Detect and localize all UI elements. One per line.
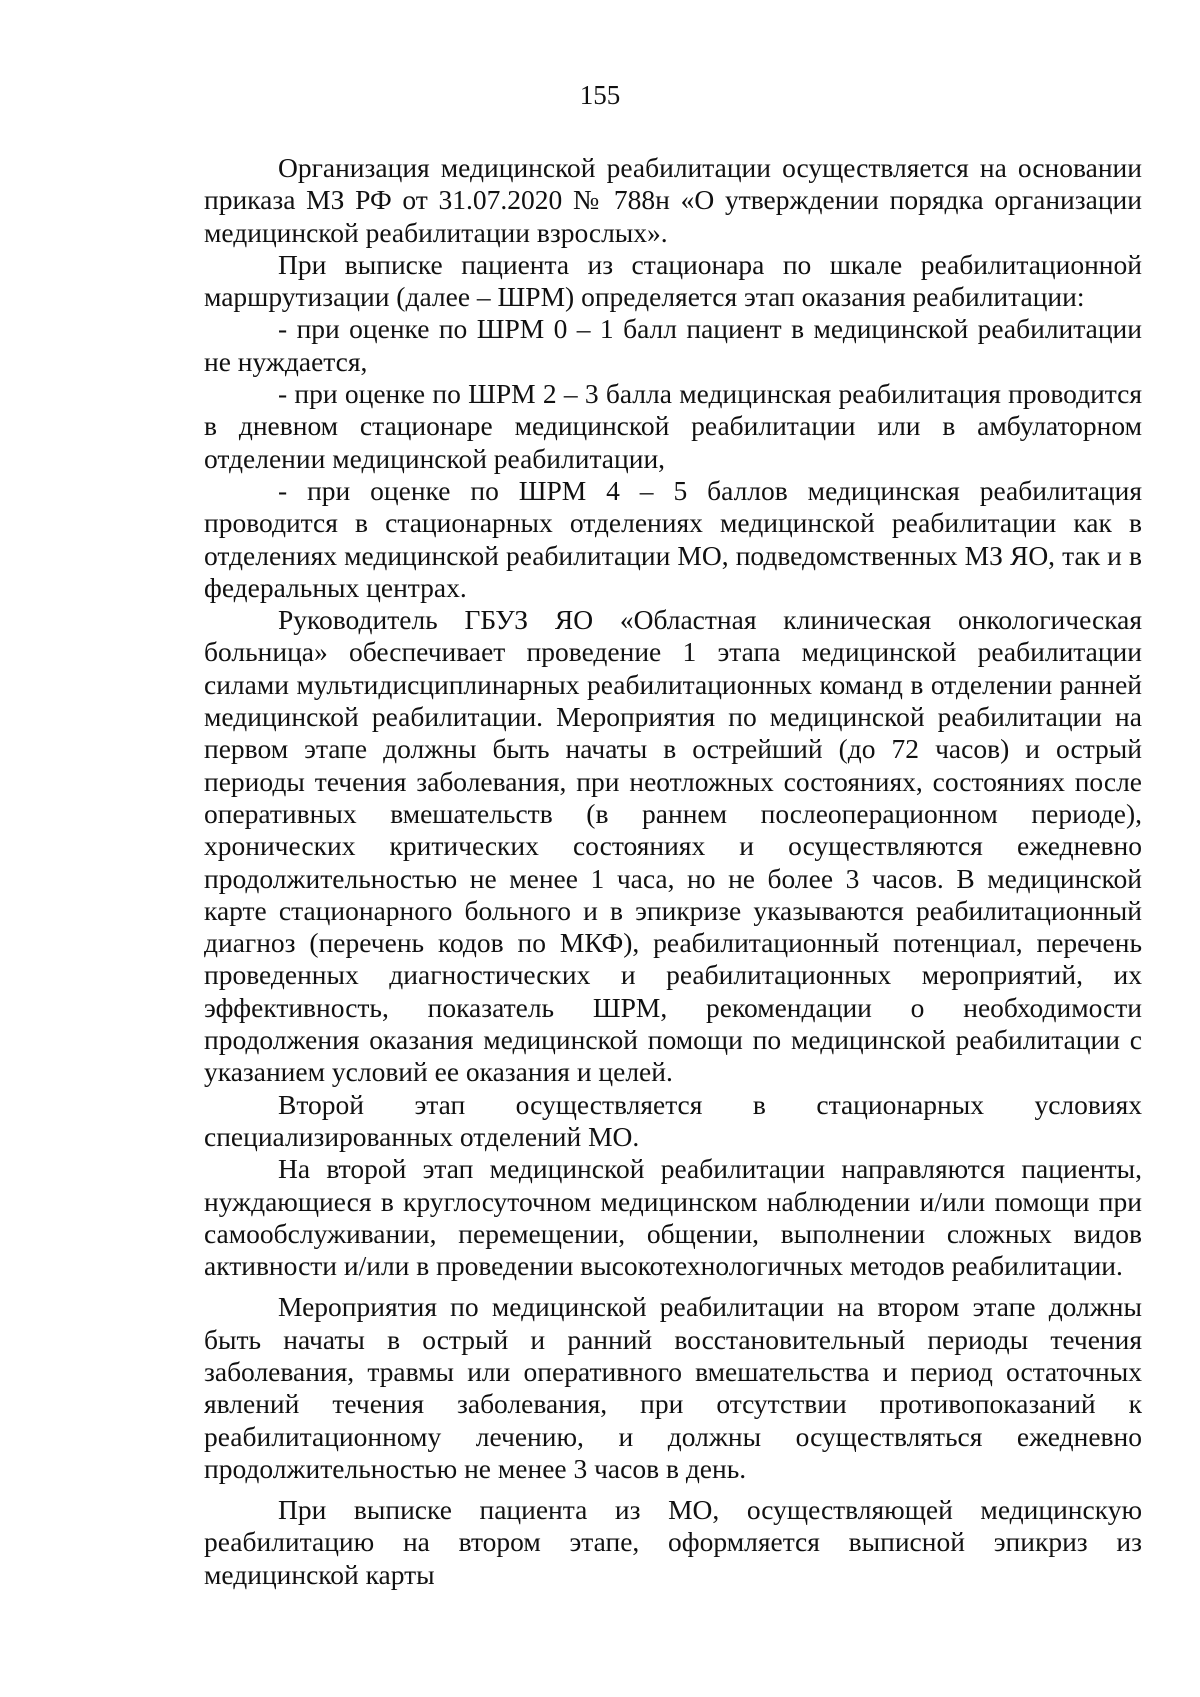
paragraph-organization: Организация медицинской реабилитации осуществляется на основании приказа МЗ РФ от 31.07.2020 № 788н «О утверждении порядка организации медицинской реабилитации взрослых».	[204, 152, 1142, 248]
document-body	[204, 152, 1142, 1591]
list-item-shrm-2-3: - при оценке по ШРМ 2 – 3 балла медицинская реабилитация проводится в дневном стационаре медицинской реабилитации или в амбулаторном отделении медицинской реабилитации,	[204, 378, 1142, 474]
paragraph-second-stage-patients: На второй этап медицинской реабилитации направляются пациенты, нуждающиеся в круглосуточном медицинском наблюдении и/или помощи при самообслуживании, перемещении, общении, выполнении сложных видов активности и/или в проведении высокотехнологичных методов реабилитации.	[204, 1153, 1142, 1282]
paragraph-second-stage: Второй этап осуществляется в стационарных условиях специализированных отделений МО.	[204, 1088, 1142, 1152]
list-item-shrm-4-5: - при оценке по ШРМ 4 – 5 баллов медицинская реабилитация проводится в стационарных отделениях медицинской реабилитации как в отделениях медицинской реабилитации МО, подведомственных МЗ ЯО, так и в федеральных центрах.	[204, 474, 1142, 603]
page-number: 155	[579, 80, 621, 110]
list-item-shrm-0-1: - при оценке по ШРМ 0 – 1 балл пациент в медицинской реабилитации не нуждается,	[204, 313, 1142, 377]
paragraph-first-stage: Руководитель ГБУЗ ЯО «Областная клиническая онкологическая больница» обеспечивает проведение 1 этапа медицинской реабилитации силами мультидисциплинарных реабилитационных команд в отделении ранней медицинской реабилитации. Мероприятия по медицинской реабилитации на первом этапе должны быть начаты в острейший (до 72 часов) и острый периоды течения заболевания, при неотложных состояниях, состояниях после оперативных вмешательств (в раннем послеоперационном периоде), хронических критических состояниях и осуществляются ежедневно продолжительностью не менее 1 часа, но не более 3 часов. В медицинской карте стационарного больного и в эпикризе указываются реабилитационный диагноз (перечень кодов по МКФ), реабилитационный потенциал, перечень проведенных диагностических и реабилитационных мероприятий, их эффективность, показатель ШРМ, рекомендации о необходимости продолжения оказания медицинской помощи по медицинской реабилитации с указанием условий ее оказания и целей.	[204, 604, 1142, 1088]
paragraph-discharge-shrm: При выписке пациента из стационара по шкале реабилитационной маршрутизации (далее – ШРМ) определяется этап оказания реабилитации:	[204, 248, 1142, 313]
paragraph-discharge-epicrisis: При выписке пациента из МО, осуществляющей медицинскую реабилитацию на втором этапе, оформляется выписной эпикриз из медицинской карты	[204, 1494, 1142, 1590]
paragraph-second-stage-activities: Мероприятия по медицинской реабилитации на втором этапе должны быть начаты в острый и ранний восстановительный периоды течения заболевания, травмы или оперативного вмешательства и период остаточных явлений течения заболевания, при отсутствии противопоказаний к реабилитационному лечению, и должны осуществляться ежедневно продолжительностью не менее 3 часов в день.	[204, 1291, 1142, 1484]
